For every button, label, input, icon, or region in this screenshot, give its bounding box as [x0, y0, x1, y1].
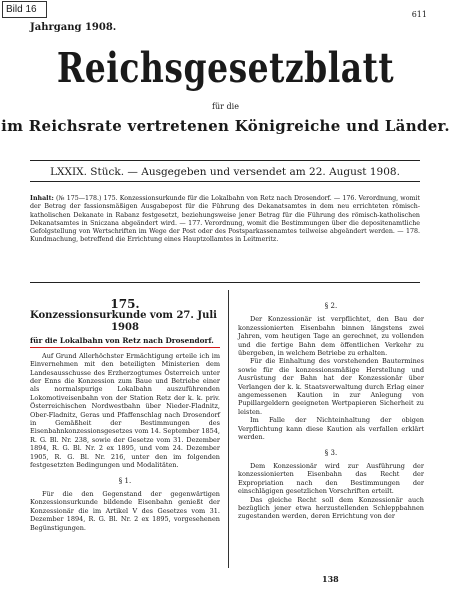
header-rule-top: [30, 160, 420, 161]
table-of-contents: [30, 195, 420, 245]
issue-line: LXXIX. Stück. — Ausgegeben und versendet am 22. August 1908.: [50, 166, 400, 178]
section-2-paragraph-1: Der Konzessionär ist verpflichtet, den Bau der konzessionierten Eisenbahn binnen längstens zwei Jahren, vom heutigen Tage an gerechnet, zu vollenden und die fertige Bahn dem öffentlichen Verkehr zu übergeben, in welchem Betriebe zu erhalten.: [238, 315, 424, 358]
section-2-paragraph-3: Im Falle der Nichteinhaltung der obigen Verpflichtung kann diese Kaution als verfallen erklärt werden.: [238, 416, 424, 442]
contents-rule: [30, 282, 420, 283]
document-number: 175.: [110, 297, 140, 311]
document-heading-line1: Konzessionsurkunde vom 27. Juli: [30, 310, 217, 322]
section-2-paragraph-2: Für die Einhaltung des vorstehenden Bautermines sowie für die konzessionsmäßige Herstellung und Ausrüstung der Bahn hat der Konzessionär über Verlangen der k. k. Staatsverwaltung durch Erlag einer angemessenen Kaution in zur Anlegung von Pupillargeldern geeigneten Wertpapieren Sicherheit zu leisten.: [238, 357, 424, 416]
inhalt-label: Inhalt:: [30, 195, 54, 202]
right-column: [238, 300, 424, 521]
section-1-text: Für die den Gegenstand der gegenwärtigen Konzessionsurkunde bildende Eisenbahn genießt der Konzessionär die im Artikel V des Gesetzes vom 31. Dezember 1894, R. G. Bl. Nr. 2 ex 1895, vorgesehenen Begünstigungen.: [30, 489, 220, 532]
inhalt-text: (№ 175—178.) 175. Konzessionsurkunde für die Lokalbahn von Retz nach Drosendorf. — 176. Verordnung, womit der Betrag der fassionsmäßigen Ausgabepost für die Führung des Dekanatsamtes in dem neu errichteten römisch-katholischen Dekanate in Rabanz festgesetzt, beziehungsweise jener Betrag für die Führung des römisch-katholischen Dekanatsamtes in Sniczana abgeändert wird. — 177. Verordnung, womit die Bestimmungen über die depositenamtliche Gefolgstellung von Wertschriften im Wege der Post oder des Postsparkassenamtes teilweise abgeändert werden. — 178. Kundmachung, betreffend die Errichtung eines Hauptzollamtes in Leitmeritz.: [30, 195, 420, 244]
header-rule-bottom: [30, 181, 420, 182]
masthead-fuer-die: für die: [212, 102, 239, 111]
document-subheading-underlined: für die Lokalbahn von Retz nach Drosendorf.: [30, 337, 220, 347]
jahrgang-label: Jahrgang 1908.: [30, 22, 117, 33]
left-column: [30, 297, 220, 532]
masthead-subtitle: im Reichsrate vertretenen Königreiche und Länder.: [1, 117, 450, 135]
intro-paragraph: Auf Grund Allerhöchster Ermächtigung erteile ich im Einvernehmen mit den beteiligten Ministerien dem Landesausschusse des Erzherzogtumes Österreich unter der Enns die Konzession zum Baue und Betriebe einer als normalspurige Lokalbahn auszuführenden Lokomotiveisenbahn von der Station Retz der k. k. priv. Österreichischen Nordwestbahn über Nieder-Fladnitz, Ober-Fladnitz, Geras und Pfaffenschlag nach Drosendorf in Gemäßheit der Bestimmungen des Eisenbahnkonzessionsgesetzes vom 14. September 1854, R. G. Bl. Nr. 238, sowie der Gesetze vom 31. Dezember 1894, R. G. Bl. Nr. 2 ex 1895, und vom 24. Dezember 1905, R. G. Bl. Nr. 216, unter den im folgenden festgesetzten Bedingungen und Modalitäten.: [30, 351, 220, 470]
section-3-paragraph-1: Dem Konzessionär wird zur Ausführung der konzessionierten Eisenbahn das Recht der Expropriation nach den Bestimmungen der einschlägigen gesetzlichen Vorschriften erteilt.: [238, 461, 424, 496]
masthead-title: Reichsgesetzblatt: [56, 43, 395, 92]
column-divider: [228, 290, 229, 568]
section-3-title: § 3.: [324, 448, 338, 457]
document-heading-line2: 1908: [111, 322, 139, 334]
section-3-paragraph-2: Das gleiche Recht soll dem Konzessionär auch bezüglich jener etwa herzustellenden Schleppbahnen zugestanden werden, deren Errichtung von der: [238, 495, 424, 521]
footer-page-number: 138: [322, 574, 339, 584]
page-number: 611: [411, 10, 427, 19]
section-1-title: § 1.: [118, 476, 132, 485]
section-2-title: § 2.: [324, 302, 338, 310]
bild-label: Bild 16: [2, 1, 47, 18]
